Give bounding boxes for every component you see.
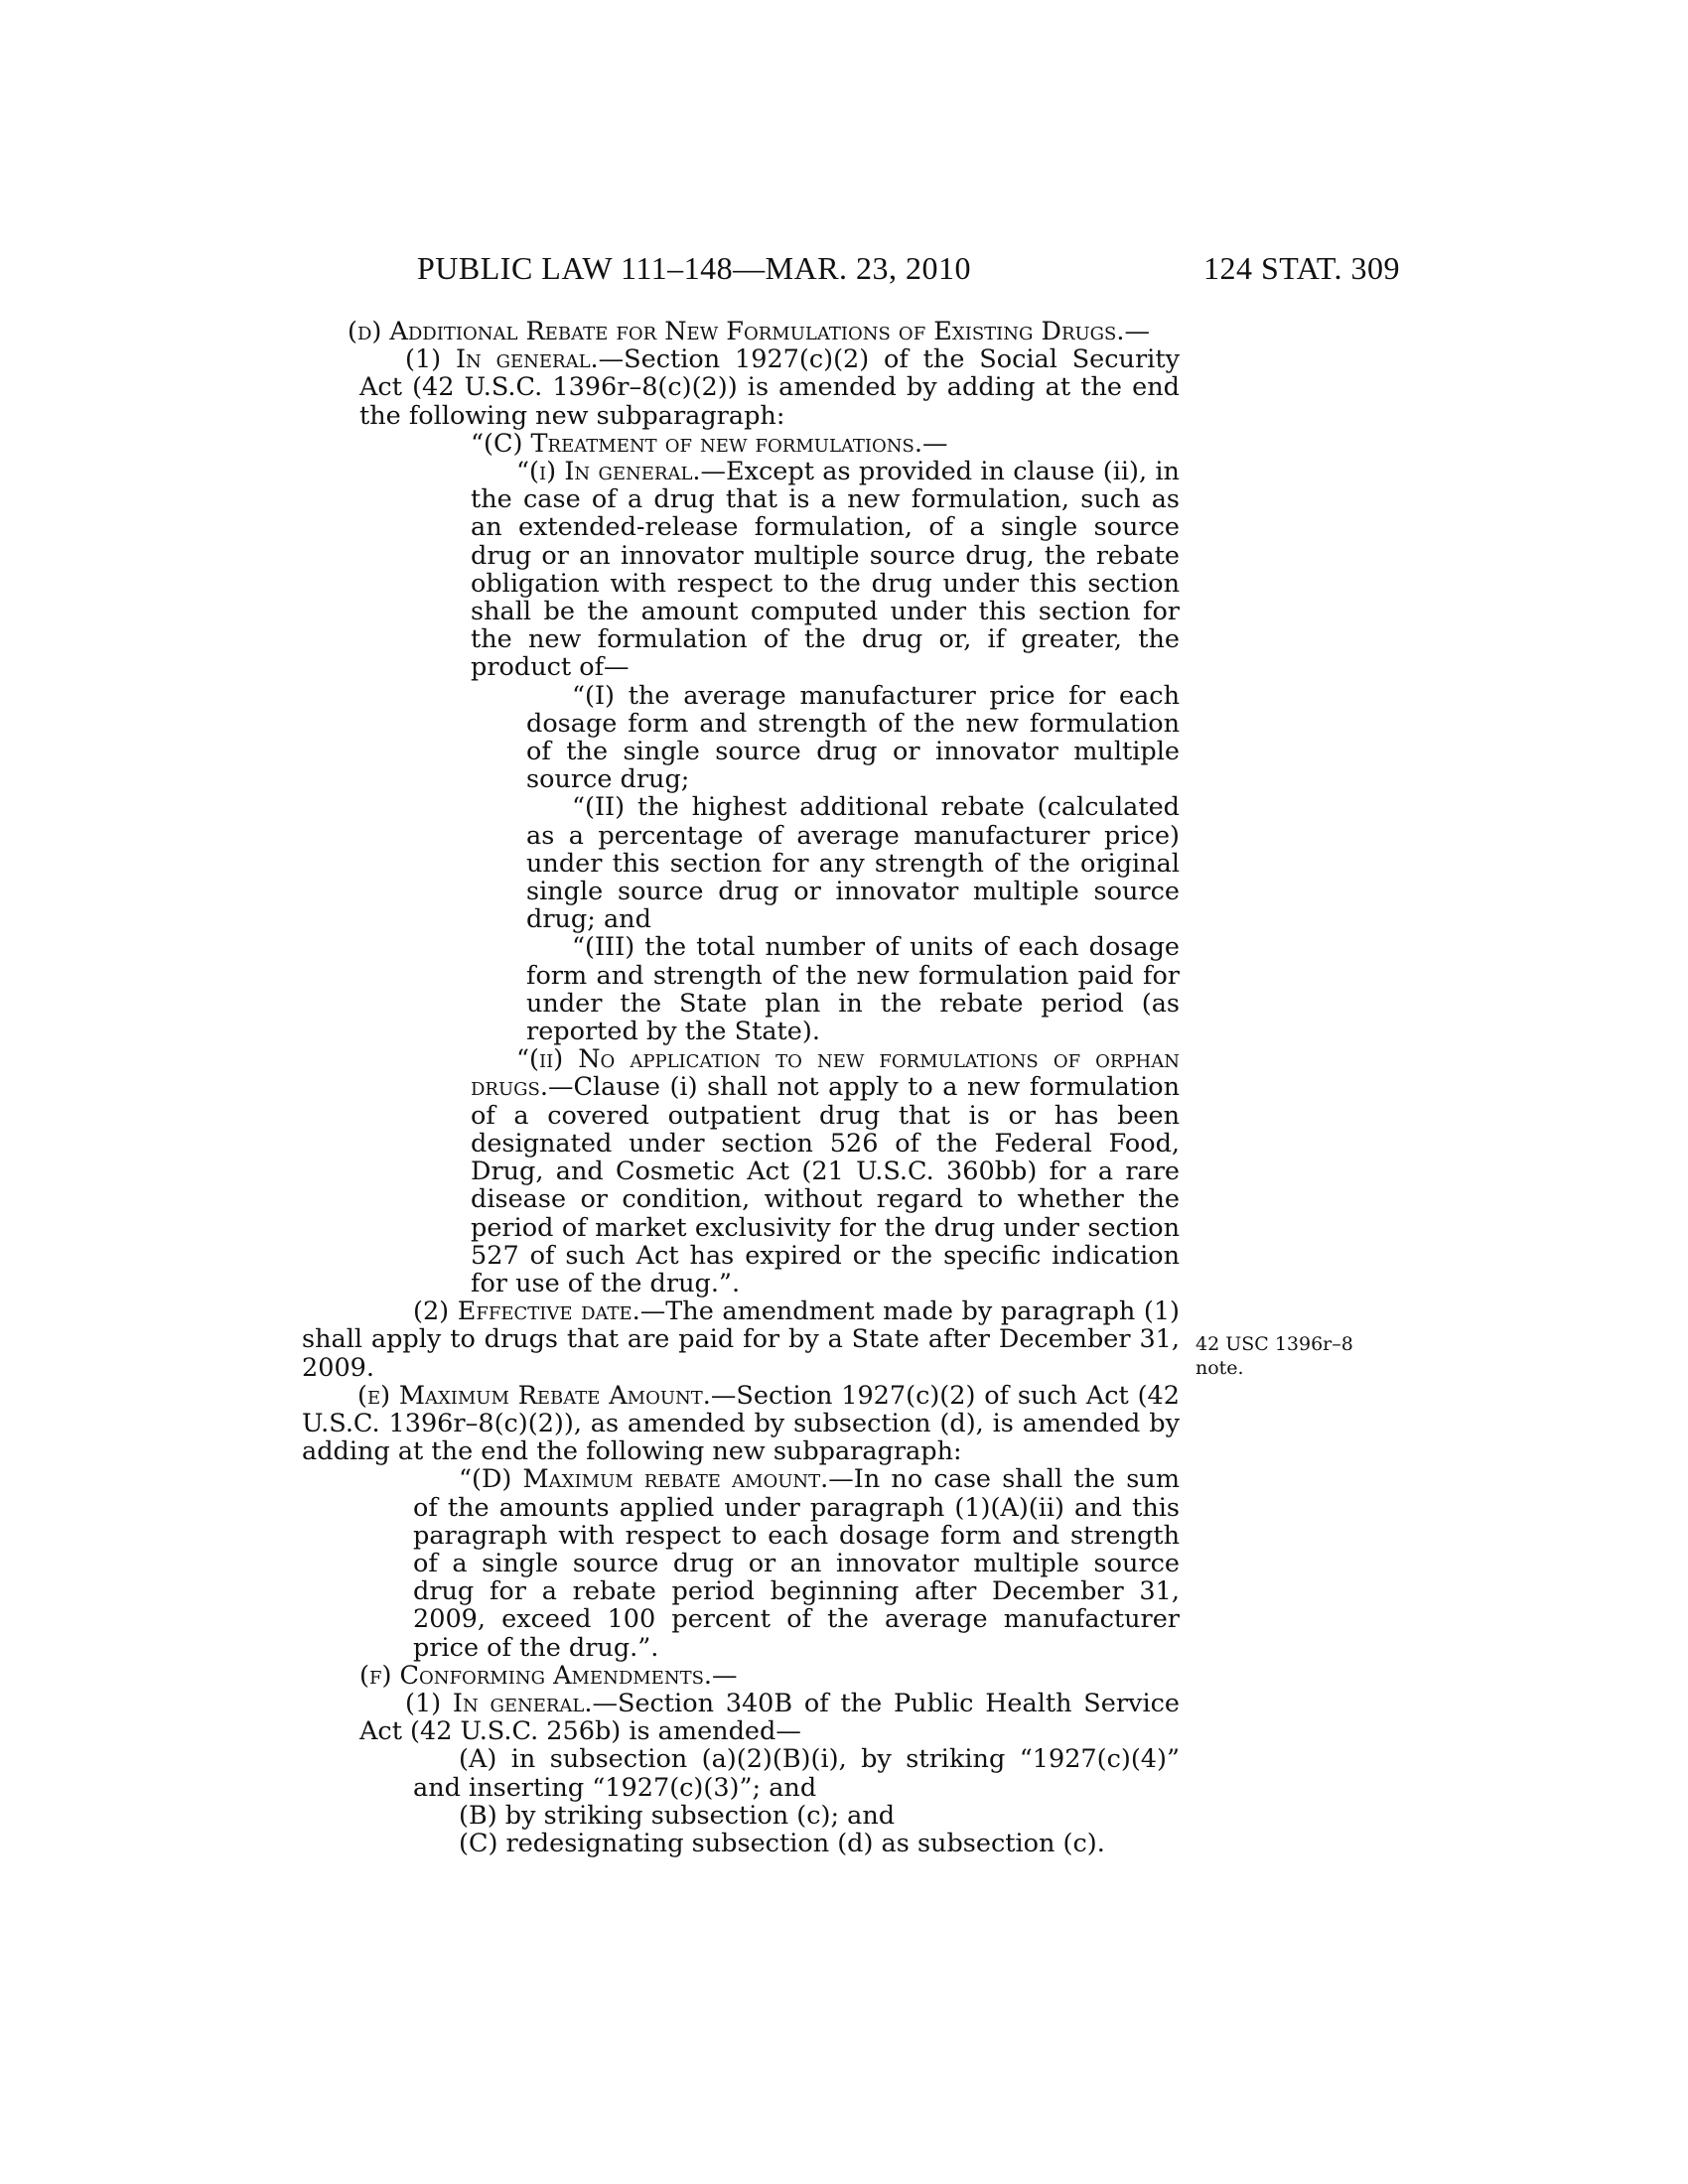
paragraph-heading: (e) Maximum Rebate Amount.: [357, 1380, 711, 1411]
paragraph-text: (A) in subsection (a)(2)(B)(i), by striking “1927(c)(4)” and inserting “1927(c)(3)”; and: [413, 1744, 1180, 1803]
paragraph-text: (C) redesignating subsection (d) as subsection (c).: [459, 1828, 1105, 1858]
paragraph: [302, 1045, 1180, 1297]
paragraph-heading: (d) Additional Rebate for New Formulations of Existing Drugs.—: [348, 317, 1150, 346]
paragraph-text: —Except as provided in clause (ii), in the case of a drug that is a new formulation, such as an extended-release formulation, of a single source drug or an innovator multiple source drug, the rebate obligation with respect to the drug under this section shall be the amount computed under this section for the new formulation of the drug or, if greater, the product of—: [471, 457, 1180, 683]
paragraph-heading: (f) Conforming Amendments.—: [359, 1660, 738, 1691]
paragraph-text: “(II) the highest additional rebate (calculated as a percentage of average manufacturer price) under this section for any strength of the original single source drug or innovator multiple source drug; and: [526, 792, 1180, 935]
paragraph-text: —The amendment made by paragraph (1) shall apply to drugs that are paid for by a State after December 31, 2009.: [302, 1297, 1180, 1383]
paragraph: [302, 1690, 1180, 1745]
document-body: [302, 318, 1180, 1857]
paragraph-heading: “(i) In general.: [516, 457, 701, 487]
paragraph: [302, 682, 1180, 794]
running-header-page-number: 124 STAT. 309: [1203, 250, 1401, 286]
paragraph-text: “(I) the average manufacturer price for each dosage form and strength of the new formulation of the single source drug or innovator multiple source drug;: [526, 680, 1180, 795]
margin-note-citation: 42 USC 1396r–8: [1196, 1333, 1353, 1355]
paragraph: [302, 933, 1180, 1045]
margin-note: [1196, 1332, 1353, 1380]
paragraph-text: —Section 340B of the Public Health Service Act (42 U.S.C. 256b) is amended—: [359, 1688, 1180, 1747]
paragraph-heading: (2) Effective date.: [413, 1297, 640, 1327]
margin-note-label: note.: [1196, 1357, 1244, 1379]
running-header-title: PUBLIC LAW 111–148—MAR. 23, 2010: [417, 250, 972, 286]
paragraph: [302, 1830, 1180, 1857]
paragraph: [302, 345, 1180, 430]
paragraph-text: (B) by striking subsection (c); and: [459, 1800, 896, 1831]
paragraph-text: “(III) the total number of units of each dosage form and strength of the new formulation paid for under the State plan in the rebate period (as reported by the State).: [526, 932, 1180, 1047]
paragraph: [302, 793, 1180, 933]
paragraph: [302, 1745, 1180, 1801]
paragraph-text: —In no case shall the sum of the amounts applied under paragraph (1)(A)(ii) and this paragraph with respect to each dosage form and strength of a single source drug or an innovator multiple source drug for a rebate period beginning after December 31, 2009, exceed 100 percent of the average manufacturer price of the drug.”.: [413, 1464, 1180, 1663]
paragraph-text: —Clause (i) shall not apply to a new formulation of a covered outpatient drug that is or has been designated under section 526 of the Federal Food, Drug, and Cosmetic Act (21 U.S.C. 360bb) for a rare disease or condition, without regard to whether the period of market exclusivity for the drug under section 527 of such Act has expired or the specific indication for use of the drug.”.: [471, 1072, 1180, 1298]
paragraph: [302, 1297, 1180, 1382]
paragraph: [302, 430, 1180, 458]
paragraph: [302, 1465, 1180, 1661]
paragraph: [302, 1662, 1180, 1690]
paragraph-text: —Section 1927(c)(2) of the Social Security Act (42 U.S.C. 1396r–8(c)(2)) is amended by adding at the end the following new subparagraph:: [359, 344, 1180, 431]
paragraph: [302, 318, 1180, 345]
paragraph-heading: (1) In general.: [405, 344, 599, 375]
paragraph-heading: “(D) Maximum rebate amount.: [459, 1464, 829, 1495]
paragraph: [302, 1802, 1180, 1830]
paragraph-heading: (1) In general.: [405, 1688, 593, 1718]
paragraph: [302, 458, 1180, 682]
paragraph-heading: “(ii) No application to new formulations of orphan drugs.: [471, 1044, 1180, 1103]
paragraph: [302, 1382, 1180, 1466]
paragraph-text: —Section 1927(c)(2) of such Act (42 U.S.C. 1396r–8(c)(2)), as amended by subsection (d), is amended by adding at the end the following new subparagraph:: [302, 1380, 1180, 1467]
paragraph-heading: “(C) Treatment of new formulations.—: [471, 428, 948, 459]
